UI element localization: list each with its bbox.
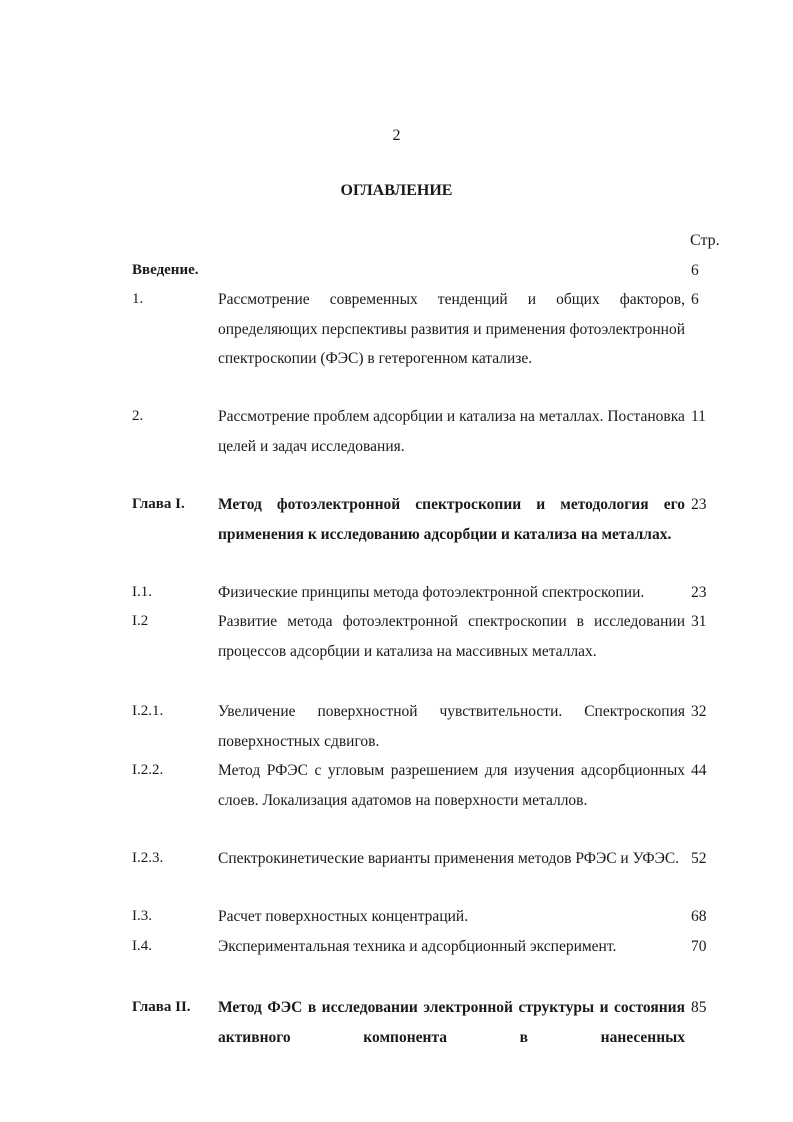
toc-entry-text: Развитие метода фотоэлектронной спектроскопии в исследовании процессов адсорбции и катализа на массивных металлах.	[218, 613, 685, 660]
toc-entry-number: Глава II.	[132, 999, 191, 1015]
toc-entry-text: Метод фотоэлектронной спектроскопии и методология его применения к исследованию адсорбции и катализа на металлах.	[218, 496, 685, 543]
toc-entry-text: Метод РФЭС с угловым разрешением для изучения адсорбционных слоев. Локализация адатомов на поверхности металлов.	[218, 762, 685, 809]
toc-entry-text: Рассмотрение современных тенденций и общих факторов, определяющих перспективы развития и применения фотоэлектронной спектроскопии (ФЭС) в гетерогенном катализе.	[218, 291, 685, 367]
toc-entry-text: Спектрокинетические варианты применения методов РФЭС и УФЭС.	[218, 850, 680, 867]
toc-entry-text: Увеличение поверхностной чувствительности. Спектроскопия поверхностных сдвигов.	[218, 703, 685, 750]
toc-entry-number: I.2.3.	[132, 850, 164, 866]
toc-entry-number: Глава I.	[132, 496, 185, 512]
toc-entry-number: I.3.	[132, 908, 152, 924]
toc-entry-page: 44	[691, 762, 707, 779]
toc-entry-number: Введение.	[132, 262, 199, 278]
toc-entry-text: Рассмотрение проблем адсорбции и катализа на металлах. Постановка целей и задач исследования.	[218, 408, 685, 455]
toc-entry-text: Экспериментальная техника и адсорбционный эксперимент.	[218, 938, 617, 955]
page-title: ОГЛАВЛЕНИЕ	[340, 182, 453, 199]
toc-entry-text: Физические принципы метода фотоэлектронной спектроскопии.	[218, 584, 645, 601]
toc-entry-page: 52	[691, 850, 707, 867]
toc-entry-page: 23	[691, 496, 707, 513]
page-number: 2	[392, 127, 401, 144]
toc-entry-page: 68	[691, 908, 707, 925]
toc-entry-page: 32	[691, 703, 707, 720]
toc-entry-number: I.2	[132, 613, 149, 629]
toc-entry-page: 23	[691, 584, 707, 601]
pages-column-header: Стр.	[690, 232, 720, 249]
toc-entry-text: Расчет поверхностных концентраций.	[218, 908, 469, 925]
toc-entry-page: 85	[691, 999, 707, 1016]
toc-entry-number: 1.	[132, 291, 144, 307]
toc-entry-page: 6	[691, 262, 699, 279]
toc-entry-page: 70	[691, 938, 707, 955]
toc-entry-page: 11	[691, 408, 706, 425]
toc-entry-number: I.4.	[132, 938, 152, 954]
toc-entry-number: I.2.2.	[132, 762, 164, 778]
toc-entry-text: Метод ФЭС в исследовании электронной структуры и состояния активного компонента в нанесенных	[218, 999, 685, 1046]
toc-entry-page: 31	[691, 613, 707, 630]
toc-entry-number: 2.	[132, 408, 144, 424]
toc-entry-number: I.1.	[132, 584, 152, 600]
toc-entry-number: I.2.1.	[132, 703, 164, 719]
toc-entry-page: 6	[691, 291, 699, 308]
